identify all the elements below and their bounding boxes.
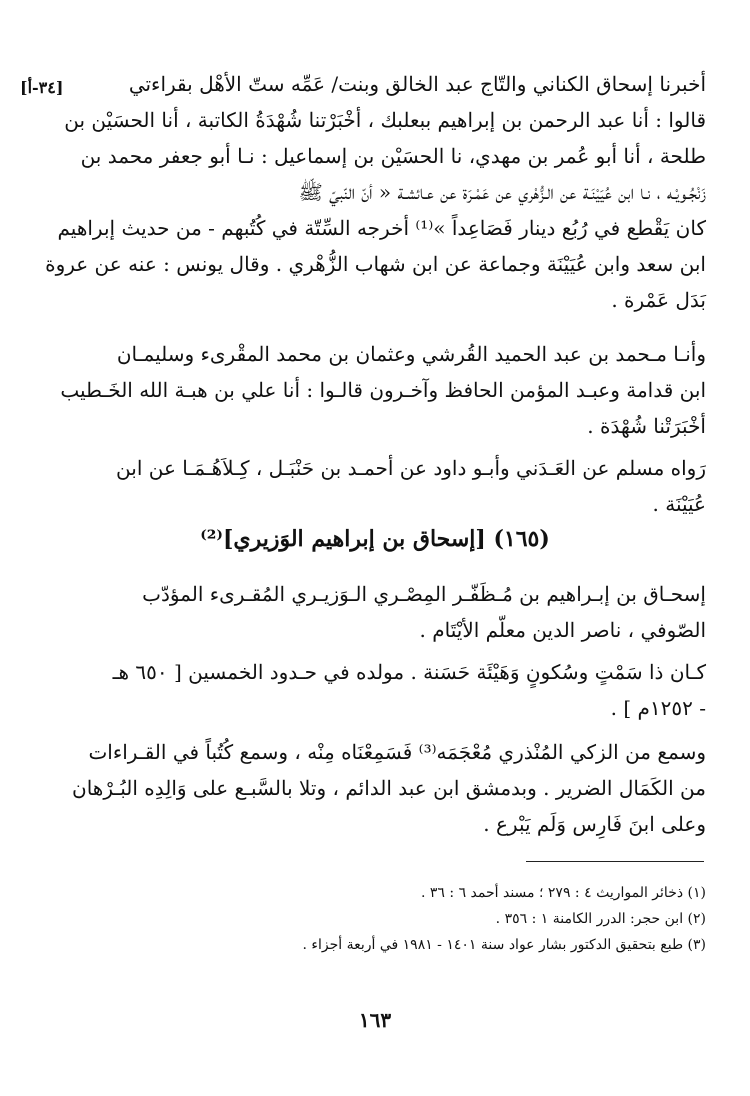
text-line: كان يَقْطع في رُبُع دينار فَصَاعِداً »⁽¹⁾ أخرجه السِّتّة في كُتُبهم - من حديث إبراهيم [57,216,706,240]
text-line: عُيَيْنَة . [652,492,706,516]
text-line: رَواه مسلم عن العَـدَني وأبـو داود عن أحمـد بن حَنْبَـل ، كِـلاَهُـمَـا عن ابن [116,456,706,480]
entry-165-paragraph-1 [94,576,706,648]
text-line: بَدَل عَمْرة . [611,288,706,312]
text-line: الصّوفي ، ناصر الدين معلّم الأيْتَام . [419,618,706,642]
entry-165-paragraph-2 [94,654,706,726]
text-line: إسحـاق بن إبـراهيم بن مُـظَفّـر المِصْـري الـوَزيـري المُقـرىء المؤدّب [142,582,706,606]
text-line: ابن قدامة وعبـد المؤمن الحافظ وآخـرون قالـوا : أنا علي بن هبـة الله الخَـطيب [60,378,706,402]
text-line: وعلى ابنَ فَارِس وَلَم يَبْرع . [483,812,706,836]
entry-164-paragraph-1 [45,66,706,318]
folio-marker: [٣٤-أ] [20,78,64,97]
footnote-1: (١) ذخائر المواريث ٤ : ٢٧٩ ؛ مسند أحمد ٦ : ٣٦ . [420,885,706,901]
page-number: ١٦٣ [358,1008,392,1032]
footnote-3: (٣) طبع بتحقيق الدكتور بشار عواد سنة ١٤٠١ - ١٩٨١ في أربعة أجزاء . [302,937,706,953]
footnote-2: (٢) ابن حجر: الدرر الكامنة ١ : ٣٥٦ . [495,911,706,927]
entry-164-paragraph-3 [94,450,706,522]
footnote-divider [526,861,704,862]
text-line: وأنـا مـحمد بن عبد الحميد القُرشي وعثمان بن محمد المقْرىء وسليمـان [116,342,706,366]
text-line: قالوا : أنا عبد الرحمن بن إبراهيم ببعلبك ، أخْبَرْتنا شُهْدَةُ الكاتبة ، أنا الحسَيْن بن [64,108,706,132]
text-line: كـان ذا سَمْتٍ وسُكونٍ وَهَيْئَة حَسَنة . مولده في حـدود الخمسين [ ٦٥٠ هـ [112,660,706,684]
entry-165-paragraph-3 [72,734,706,842]
entry-165-heading: (١٦٥) [إسحاق بن إبراهيم الوَزيري]⁽²⁾ [200,526,550,552]
text-line: طلحة ، أنا أبو عُمر بن مهدي، نا الحسَيْن بن إسماعيل : نـا أبو جعفر محمد بن [80,144,706,168]
entry-164-paragraph-2 [60,336,706,444]
text-line: - ١٢٥٢م ] . [610,696,706,720]
text-line: زَنْجُـويْـه ، نـا ابن عُيَيْنَـة عن الـزُّهْري عن عَمْـرَة عن عـائشـة « أنّ النّبيّ ﷺ [298,180,706,204]
text-line: من الكَمَال الضرير . وبدمشق ابن عبد الدائم ، وتلا بالسَّبـع على وَالِدِه البُـرْهان [72,776,706,800]
text-line: أخبرنا إسحاق الكناني والتّاج عبد الخالق وبنت/ عَمِّه ستّ الأهْل بقراءتي [128,72,706,96]
footnotes [94,880,706,958]
text-line: أخْبَرَتْنا شُهْدَة . [587,414,706,438]
text-line: ابن سعد وابن عُيَيْنَة وجماعة عن ابن شهاب الزُّهْري . وقال يونس : عنه عن عروة [45,252,706,276]
text-line: وسمع من الزكي المُنْذري مُعْجَمَه⁽³⁾ فَسَمِعْنَاه مِنْه ، وسمع كُتُباً في القـراءات [88,740,706,764]
